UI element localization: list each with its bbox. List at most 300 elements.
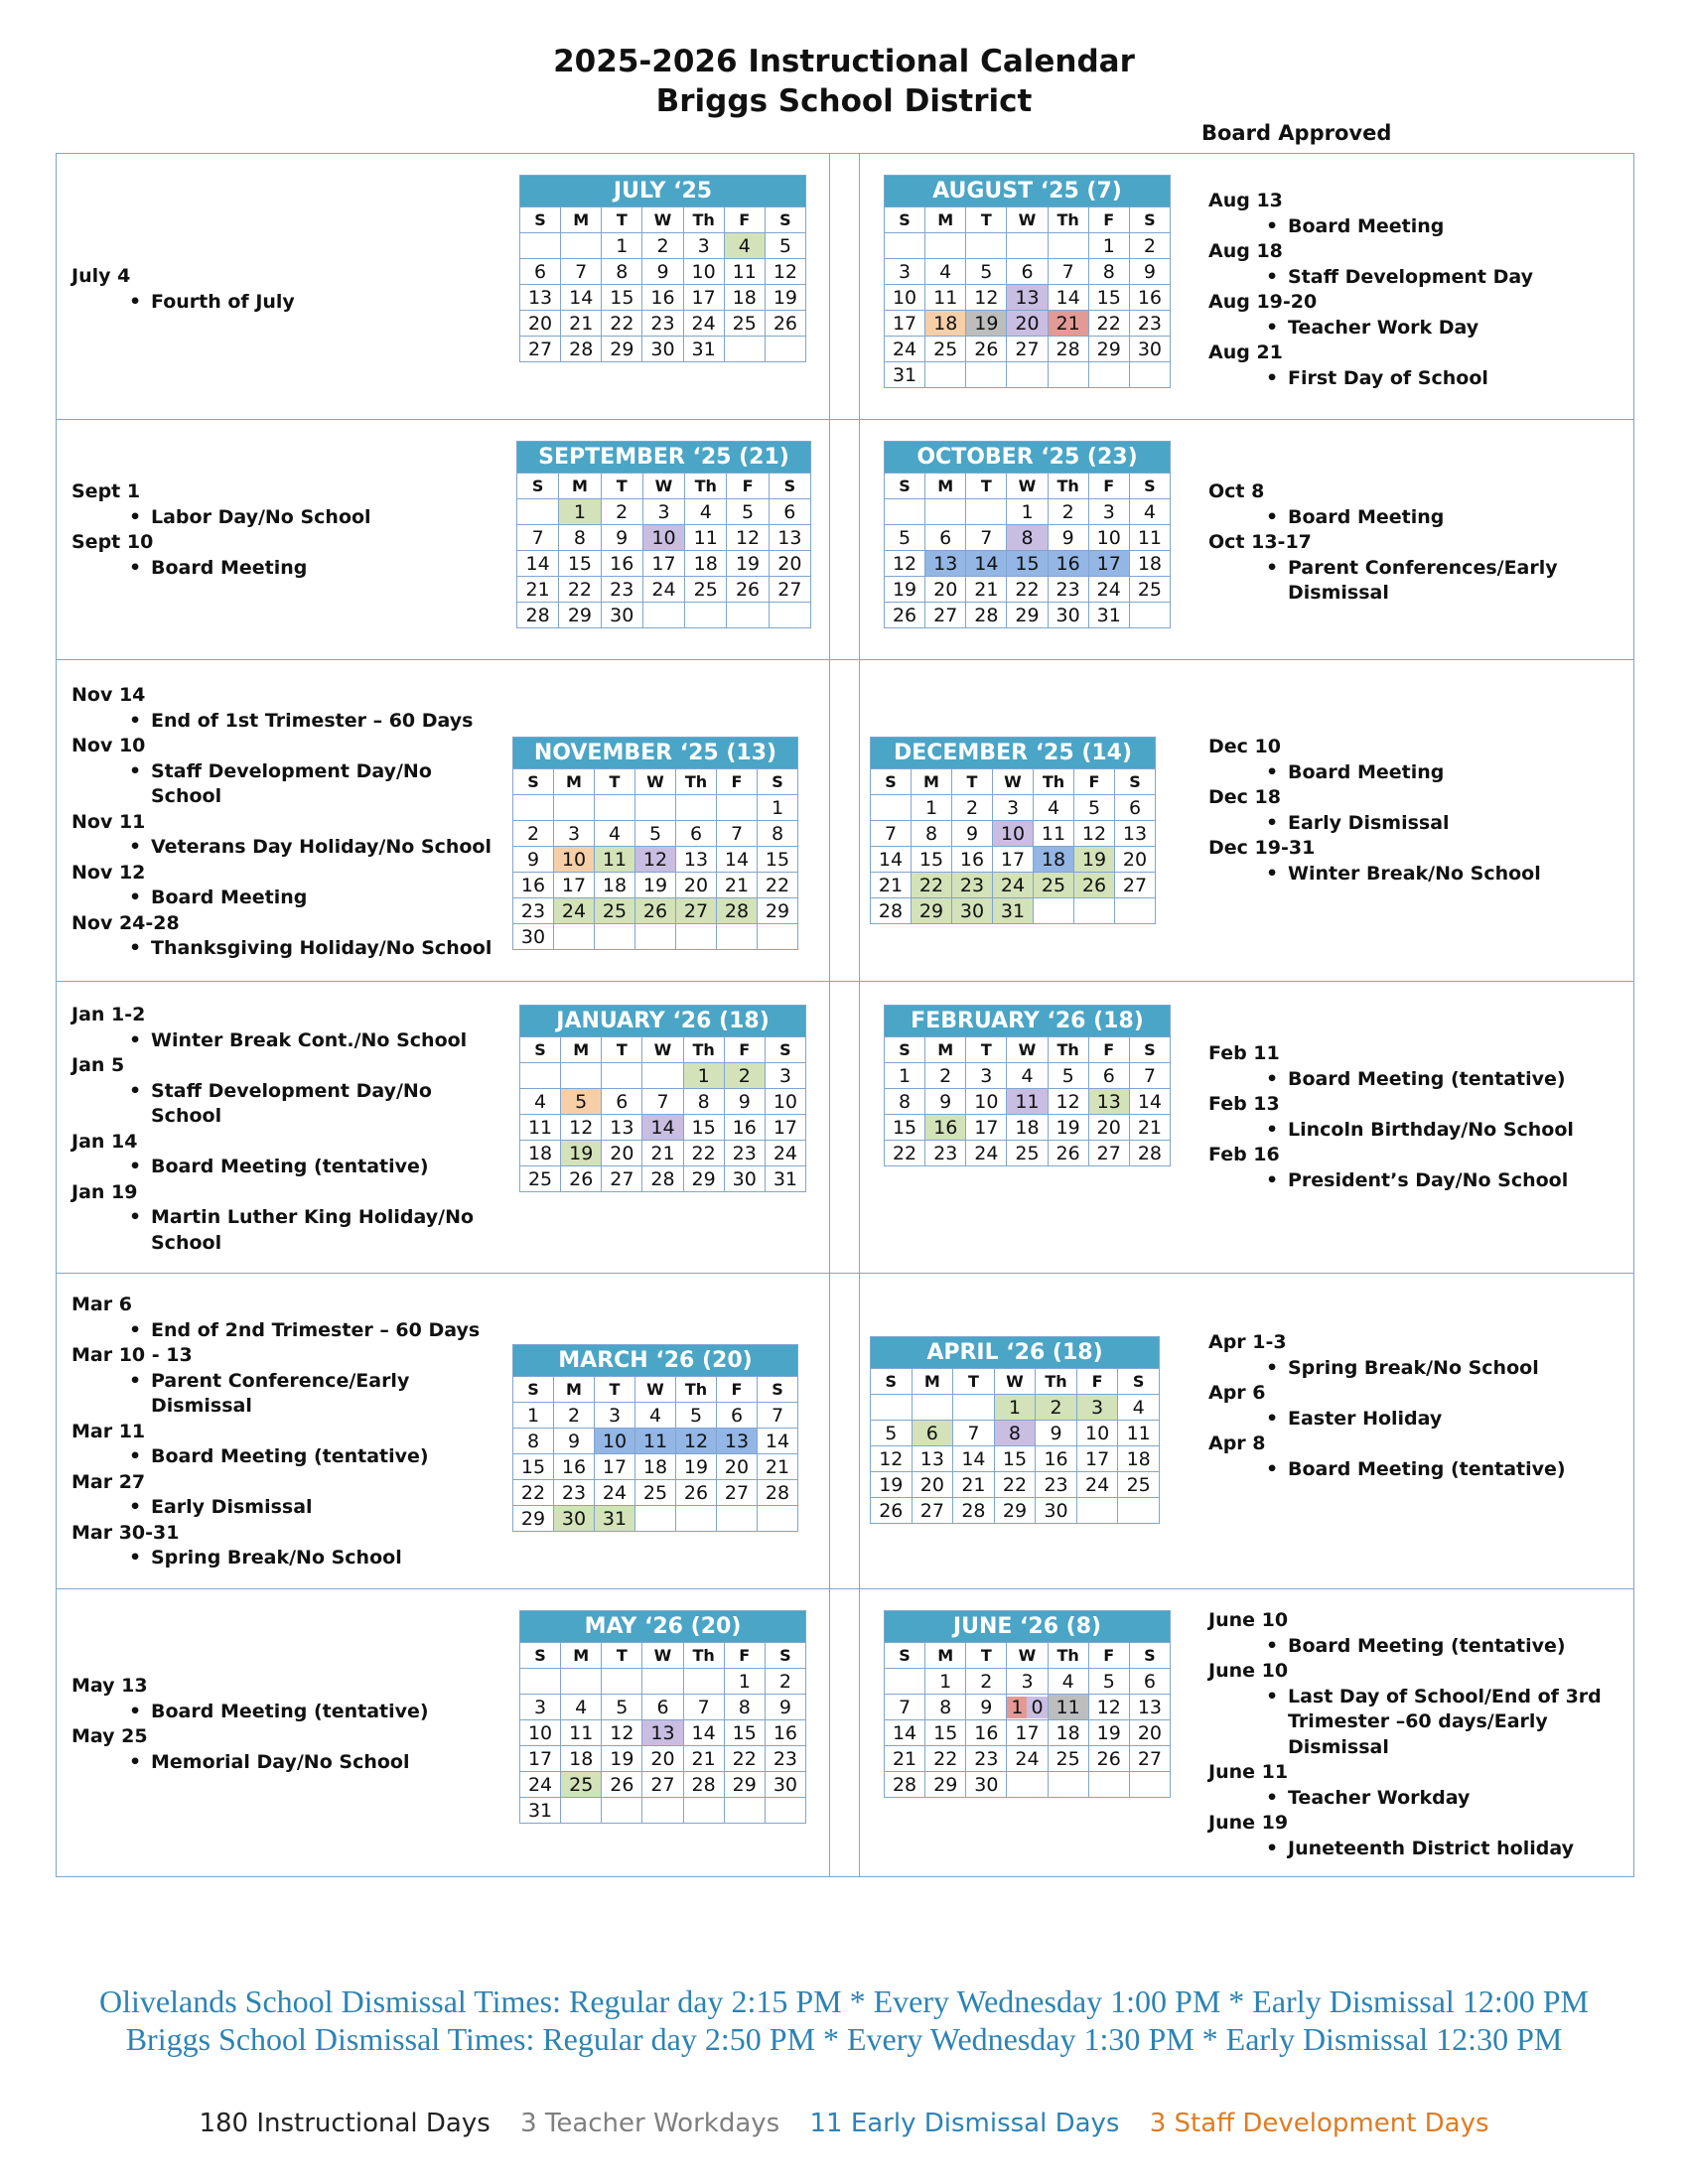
day-cell: 21 bbox=[517, 577, 559, 603]
day-cell: 11 bbox=[1034, 821, 1074, 847]
note-item: • Juneteenth District holiday bbox=[1208, 1837, 1645, 1862]
day-cell: 14 bbox=[871, 847, 912, 873]
note-date: Aug 19-20 bbox=[1208, 291, 1318, 313]
note-date: Jan 14 bbox=[71, 1130, 138, 1153]
day-cell: 4 bbox=[595, 821, 635, 847]
month-header: JULY ‘25 bbox=[520, 176, 806, 207]
day-cell: 9 bbox=[1129, 259, 1170, 285]
note-date: Sept 1 bbox=[71, 480, 141, 502]
day-cell: 23 bbox=[642, 311, 683, 337]
week-row bbox=[520, 311, 806, 337]
day-cell: 26 bbox=[561, 1166, 602, 1192]
note-item: • Memorial Day/No School bbox=[71, 1750, 508, 1776]
empty-cell bbox=[676, 1506, 717, 1532]
empty-cell bbox=[561, 1798, 602, 1824]
weekday-header: M bbox=[561, 207, 602, 233]
day-cell: 14 bbox=[517, 551, 559, 577]
weekday-header: T bbox=[952, 769, 993, 795]
month-header: JANUARY ‘26 (18) bbox=[520, 1006, 806, 1037]
empty-cell bbox=[912, 1395, 953, 1421]
note-date: June 19 bbox=[1208, 1812, 1289, 1834]
note-date: Jan 19 bbox=[71, 1180, 138, 1203]
day-cell: 11 bbox=[595, 847, 635, 873]
day-cell: 17 bbox=[554, 873, 595, 898]
weekday-header: W bbox=[1007, 1643, 1048, 1669]
weekday-header: S bbox=[1115, 769, 1156, 795]
day-cell: 1 bbox=[994, 1395, 1036, 1421]
week-row bbox=[871, 873, 1156, 898]
day-cell: 23 bbox=[554, 1480, 595, 1506]
week-row bbox=[871, 1421, 1160, 1446]
day-cell: 29 bbox=[912, 898, 952, 924]
day-cell: 11 bbox=[1007, 1089, 1048, 1115]
day-cell: 24 bbox=[966, 1141, 1007, 1166]
week-row bbox=[517, 499, 811, 525]
row-divider bbox=[56, 981, 1634, 982]
day-cell: 15 bbox=[1007, 551, 1048, 577]
empty-cell bbox=[595, 795, 635, 821]
empty-cell bbox=[683, 1798, 724, 1824]
day-cell: 18 bbox=[595, 873, 635, 898]
day-cell: 15 bbox=[885, 1115, 925, 1141]
notes-december bbox=[1208, 735, 1645, 887]
empty-cell bbox=[520, 1669, 561, 1695]
day-cell: 28 bbox=[683, 1772, 724, 1798]
weekday-header: S bbox=[520, 1037, 561, 1063]
day-cell: 13 bbox=[717, 1429, 758, 1454]
notes-july bbox=[71, 264, 508, 315]
day-cell: 20 bbox=[912, 1472, 953, 1498]
weekday-header: W bbox=[1007, 207, 1048, 233]
day-cell: 13 bbox=[520, 285, 561, 311]
day-cell: 12 bbox=[885, 551, 925, 577]
week-row bbox=[871, 898, 1156, 924]
empty-cell bbox=[595, 924, 635, 950]
day-cell: 18 bbox=[685, 551, 727, 577]
day-cell: 1 bbox=[1007, 499, 1048, 525]
day-cell: 27 bbox=[1007, 337, 1048, 362]
day-cell: 6 bbox=[912, 1421, 953, 1446]
note-date: Feb 11 bbox=[1208, 1042, 1280, 1064]
day-cell: 29 bbox=[683, 1166, 724, 1192]
day-cell: 16 bbox=[554, 1454, 595, 1480]
day-cell: 10 bbox=[885, 285, 925, 311]
day-cell: 4 bbox=[561, 1695, 602, 1720]
day-cell: 30 bbox=[1129, 337, 1170, 362]
day-cell: 26 bbox=[1088, 1746, 1129, 1772]
day-cell: 5 bbox=[765, 233, 805, 259]
day-cell: 6 bbox=[1088, 1063, 1129, 1089]
day-cell: 31 bbox=[1088, 603, 1129, 628]
week-row bbox=[885, 1141, 1171, 1166]
day-cell: 19 bbox=[561, 1141, 602, 1166]
day-cell: 29 bbox=[602, 337, 642, 362]
note-date: Aug 21 bbox=[1208, 341, 1283, 363]
day-cell: 26 bbox=[676, 1480, 717, 1506]
day-cell: 3 bbox=[765, 1063, 805, 1089]
empty-cell bbox=[635, 924, 676, 950]
month-header: SEPTEMBER ‘25 (21) bbox=[517, 442, 811, 474]
day-cell: 20 bbox=[602, 1141, 642, 1166]
week-row bbox=[885, 1772, 1171, 1798]
note-item: • Winter Break/No School bbox=[1208, 862, 1645, 887]
note-date: Mar 30-31 bbox=[71, 1521, 180, 1544]
weekday-header: S bbox=[758, 769, 798, 795]
empty-cell bbox=[685, 603, 727, 628]
empty-cell bbox=[925, 362, 966, 388]
week-row bbox=[513, 821, 798, 847]
week-row bbox=[517, 551, 811, 577]
note-date: Mar 27 bbox=[71, 1470, 146, 1493]
empty-cell bbox=[642, 603, 684, 628]
day-cell: 25 bbox=[685, 577, 727, 603]
week-row bbox=[885, 233, 1171, 259]
note-item: • Parent Conference/Early Dismissal bbox=[71, 1369, 508, 1420]
day-cell: 11 bbox=[1048, 1695, 1088, 1720]
week-row bbox=[520, 1798, 806, 1824]
day-cell: 21 bbox=[717, 873, 758, 898]
weekday-header: M bbox=[554, 769, 595, 795]
day-cell: 15 bbox=[758, 847, 798, 873]
day-cell: 3 bbox=[993, 795, 1034, 821]
day-cell: 22 bbox=[559, 577, 601, 603]
day-cell: 20 bbox=[1129, 1720, 1170, 1746]
day-cell: 23 bbox=[765, 1746, 805, 1772]
day-cell: 18 bbox=[1007, 1115, 1048, 1141]
day-cell: 12 bbox=[727, 525, 769, 551]
day-cell: 12 bbox=[602, 1720, 642, 1746]
day-cell: 26 bbox=[1048, 1141, 1088, 1166]
day-cell: 26 bbox=[966, 337, 1007, 362]
weekday-header: S bbox=[885, 207, 925, 233]
day-cell: 6 bbox=[717, 1403, 758, 1429]
row-divider bbox=[56, 1273, 1634, 1274]
day-cell: 11 bbox=[724, 259, 765, 285]
day-cell: 30 bbox=[513, 924, 554, 950]
weekday-header: F bbox=[727, 474, 769, 499]
weekday-header: S bbox=[1129, 207, 1170, 233]
day-cell: 30 bbox=[1036, 1498, 1077, 1524]
day-cell: 25 bbox=[520, 1166, 561, 1192]
instructional-days-count: 180 Instructional Days bbox=[199, 2109, 491, 2138]
notes-april bbox=[1208, 1330, 1645, 1482]
board-approved-label: Board Approved bbox=[1201, 121, 1392, 145]
weekday-header: W bbox=[635, 1377, 676, 1403]
day-cell: 20 bbox=[717, 1454, 758, 1480]
note-item: • Board Meeting (tentative) bbox=[1208, 1067, 1645, 1093]
day-cell: 17 bbox=[1088, 551, 1129, 577]
day-cell: 18 bbox=[1034, 847, 1074, 873]
column-divider bbox=[859, 153, 860, 1877]
note-date: Feb 13 bbox=[1208, 1093, 1280, 1115]
note-date: Mar 11 bbox=[71, 1420, 146, 1442]
weekday-header: F bbox=[1088, 207, 1129, 233]
day-cell: 10 bbox=[520, 1720, 561, 1746]
empty-cell bbox=[717, 795, 758, 821]
day-cell: 17 bbox=[993, 847, 1034, 873]
note-date: June 11 bbox=[1208, 1761, 1289, 1783]
day-cell: 23 bbox=[601, 577, 642, 603]
day-cell: 18 bbox=[925, 311, 966, 337]
day-cell: 16 bbox=[925, 1115, 966, 1141]
day-cell: 11 bbox=[1118, 1421, 1160, 1446]
day-cell: 8 bbox=[559, 525, 601, 551]
week-row bbox=[885, 1669, 1171, 1695]
day-cell: 7 bbox=[683, 1695, 724, 1720]
month-december bbox=[870, 737, 1156, 924]
week-row bbox=[513, 795, 798, 821]
day-cell: 24 bbox=[554, 898, 595, 924]
week-row bbox=[885, 311, 1171, 337]
day-cell: 8 bbox=[724, 1695, 765, 1720]
day-cell: 16 bbox=[966, 1720, 1007, 1746]
empty-cell bbox=[1076, 1498, 1118, 1524]
note-date: May 25 bbox=[71, 1725, 148, 1747]
note-date: Dec 18 bbox=[1208, 786, 1281, 808]
note-item: • Thanksgiving Holiday/No School bbox=[71, 936, 508, 962]
day-cell: 8 bbox=[994, 1421, 1036, 1446]
day-cell: 21 bbox=[885, 1746, 925, 1772]
weekday-header: S bbox=[765, 1037, 805, 1063]
day-cell: 29 bbox=[925, 1772, 966, 1798]
day-cell: 28 bbox=[561, 337, 602, 362]
day-cell: 18 bbox=[520, 1141, 561, 1166]
day-cell: 7 bbox=[953, 1421, 995, 1446]
note-item: • Easter Holiday bbox=[1208, 1407, 1645, 1433]
day-cell: 20 bbox=[769, 551, 810, 577]
day-cell: 17 bbox=[885, 311, 925, 337]
day-cell: 19 bbox=[1088, 1720, 1129, 1746]
day-cell: 19 bbox=[727, 551, 769, 577]
day-cell: 15 bbox=[602, 285, 642, 311]
weekday-header: S bbox=[871, 1369, 913, 1395]
note-item: • Martin Luther King Holiday/No School bbox=[71, 1205, 508, 1256]
empty-cell bbox=[642, 1669, 683, 1695]
empty-cell bbox=[717, 924, 758, 950]
day-cell: 18 bbox=[1048, 1720, 1088, 1746]
day-cell: 2 bbox=[1129, 233, 1170, 259]
note-item: • Teacher Workday bbox=[1208, 1786, 1645, 1812]
month-header: DECEMBER ‘25 (14) bbox=[871, 738, 1156, 769]
weekday-header: Th bbox=[1034, 769, 1074, 795]
weekday-header: S bbox=[517, 474, 559, 499]
day-cell: 4 bbox=[520, 1089, 561, 1115]
week-row bbox=[520, 285, 806, 311]
empty-cell bbox=[925, 499, 966, 525]
day-cell: 4 bbox=[925, 259, 966, 285]
empty-cell bbox=[885, 1669, 925, 1695]
day-cell: 18 bbox=[635, 1454, 676, 1480]
day-cell: 7 bbox=[1048, 259, 1088, 285]
day-cell: 6 bbox=[520, 259, 561, 285]
note-item: • President’s Day/No School bbox=[1208, 1168, 1645, 1194]
day-cell: 18 bbox=[724, 285, 765, 311]
weekday-header: F bbox=[724, 1643, 765, 1669]
empty-cell bbox=[1115, 898, 1156, 924]
empty-cell bbox=[520, 1063, 561, 1089]
day-cell: 3 bbox=[885, 259, 925, 285]
day-cell: 5 bbox=[635, 821, 676, 847]
day-cell: 1 bbox=[925, 1669, 966, 1695]
day-cell: 24 bbox=[1088, 577, 1129, 603]
day-cell: 22 bbox=[1007, 577, 1048, 603]
month-november bbox=[512, 737, 798, 950]
day-cell: 26 bbox=[871, 1498, 913, 1524]
day-cell: 12 bbox=[871, 1446, 913, 1472]
month-header: APRIL ‘26 (18) bbox=[871, 1337, 1160, 1369]
day-cell: 10 bbox=[554, 847, 595, 873]
day-cell: 3 bbox=[683, 233, 724, 259]
day-cell: 12 bbox=[676, 1429, 717, 1454]
week-row bbox=[520, 1772, 806, 1798]
weekday-header: S bbox=[513, 769, 554, 795]
week-row bbox=[520, 259, 806, 285]
day-cell: 23 bbox=[1129, 311, 1170, 337]
note-item: • Board Meeting (tentative) bbox=[1208, 1634, 1645, 1660]
day-count-summary bbox=[0, 2109, 1688, 2138]
day-cell: 25 bbox=[1118, 1472, 1160, 1498]
notes-january bbox=[71, 1003, 508, 1256]
notes-march bbox=[71, 1293, 508, 1571]
row-divider bbox=[56, 419, 1634, 420]
day-cell: 27 bbox=[520, 337, 561, 362]
weekday-header: T bbox=[601, 474, 642, 499]
week-row bbox=[885, 285, 1171, 311]
day-cell: 1 bbox=[683, 1063, 724, 1089]
weekday-header: T bbox=[966, 1643, 1007, 1669]
weekday-header: T bbox=[953, 1369, 995, 1395]
day-cell: 4 bbox=[1007, 1063, 1048, 1089]
week-row bbox=[885, 1695, 1171, 1720]
day-cell: 21 bbox=[1129, 1115, 1170, 1141]
day-cell: 19 bbox=[1074, 847, 1115, 873]
weekday-header: Th bbox=[676, 769, 717, 795]
day-cell: 16 bbox=[1036, 1446, 1077, 1472]
day-cell: 12 bbox=[765, 259, 805, 285]
day-cell: 2 bbox=[966, 1669, 1007, 1695]
day-cell: 28 bbox=[1048, 337, 1088, 362]
early-dismissal-days-count: 11 Early Dismissal Days bbox=[809, 2109, 1120, 2138]
empty-cell bbox=[1048, 362, 1088, 388]
day-cell: 24 bbox=[683, 311, 724, 337]
month-august bbox=[884, 175, 1171, 388]
note-item: • Lincoln Birthday/No School bbox=[1208, 1118, 1645, 1144]
day-cell: 22 bbox=[994, 1472, 1036, 1498]
weekday-header: M bbox=[925, 474, 966, 499]
weekday-header: T bbox=[602, 1037, 642, 1063]
column-divider bbox=[829, 153, 830, 1877]
day-cell: 14 bbox=[885, 1720, 925, 1746]
week-row bbox=[520, 1669, 806, 1695]
day-cell: 22 bbox=[758, 873, 798, 898]
day-cell: 30 bbox=[554, 1506, 595, 1532]
empty-cell bbox=[602, 1798, 642, 1824]
month-january bbox=[519, 1005, 806, 1192]
empty-cell bbox=[885, 233, 925, 259]
week-row bbox=[513, 1506, 798, 1532]
notes-february bbox=[1208, 1041, 1645, 1193]
day-cell: 2 bbox=[724, 1063, 765, 1089]
weekday-header: Th bbox=[1048, 1643, 1088, 1669]
day-cell: 25 bbox=[635, 1480, 676, 1506]
note-date: Mar 6 bbox=[71, 1294, 132, 1315]
day-cell: 14 bbox=[717, 847, 758, 873]
weekday-header: W bbox=[993, 769, 1034, 795]
week-row bbox=[885, 1063, 1171, 1089]
day-cell: 28 bbox=[717, 898, 758, 924]
day-cell: 16 bbox=[724, 1115, 765, 1141]
weekday-header: Th bbox=[1048, 474, 1088, 499]
weekday-header: Th bbox=[1048, 207, 1088, 233]
day-cell: 22 bbox=[724, 1746, 765, 1772]
empty-cell bbox=[966, 499, 1007, 525]
day-cell: 27 bbox=[1115, 873, 1156, 898]
note-item: • Teacher Work Day bbox=[1208, 316, 1645, 341]
day-cell: 24 bbox=[885, 337, 925, 362]
day-cell: 14 bbox=[758, 1429, 798, 1454]
day-cell: 13 bbox=[1115, 821, 1156, 847]
day-cell: 3 bbox=[554, 821, 595, 847]
day-cell: 25 bbox=[925, 337, 966, 362]
day-cell: 15 bbox=[1088, 285, 1129, 311]
day-cell: 22 bbox=[602, 311, 642, 337]
day-cell: 16 bbox=[601, 551, 642, 577]
day-cell: 6 bbox=[602, 1089, 642, 1115]
day-cell: 12 bbox=[1088, 1695, 1129, 1720]
empty-cell bbox=[765, 1798, 805, 1824]
empty-cell bbox=[885, 499, 925, 525]
note-date: Oct 13-17 bbox=[1208, 531, 1312, 553]
weekday-header: T bbox=[602, 1643, 642, 1669]
day-cell: 3 bbox=[520, 1695, 561, 1720]
day-cell: 4 bbox=[724, 233, 765, 259]
week-row bbox=[517, 577, 811, 603]
day-cell: 10 bbox=[642, 525, 684, 551]
empty-cell bbox=[1034, 898, 1074, 924]
month-header: MAY ‘26 (20) bbox=[520, 1611, 806, 1643]
weekday-header: S bbox=[885, 474, 925, 499]
weekday-header: Th bbox=[1036, 1369, 1077, 1395]
day-cell: 30 bbox=[1048, 603, 1088, 628]
day-cell: 11 bbox=[1129, 525, 1170, 551]
month-september bbox=[516, 441, 811, 628]
day-cell: 30 bbox=[765, 1772, 805, 1798]
day-cell: 8 bbox=[925, 1695, 966, 1720]
day-cell: 20 bbox=[1007, 311, 1048, 337]
day-cell: 12 bbox=[1048, 1089, 1088, 1115]
note-item: • Board Meeting bbox=[1208, 214, 1645, 240]
day-cell: 30 bbox=[952, 898, 993, 924]
week-row bbox=[871, 1498, 1160, 1524]
day-cell: 9 bbox=[513, 847, 554, 873]
day-cell: 16 bbox=[1048, 551, 1088, 577]
day-cell: 9 bbox=[966, 1695, 1007, 1720]
day-cell: 27 bbox=[602, 1166, 642, 1192]
day-cell: 25 bbox=[1048, 1746, 1088, 1772]
day-cell: 14 bbox=[953, 1446, 995, 1472]
note-item: • Board Meeting bbox=[71, 886, 508, 911]
day-cell: 7 bbox=[642, 1089, 683, 1115]
day-cell: 7 bbox=[885, 1695, 925, 1720]
day-cell: 22 bbox=[513, 1480, 554, 1506]
week-row bbox=[520, 1166, 806, 1192]
day-cell: 17 bbox=[966, 1115, 1007, 1141]
weekday-header: F bbox=[717, 769, 758, 795]
weekday-header: Th bbox=[685, 474, 727, 499]
weekday-header: F bbox=[1076, 1369, 1118, 1395]
day-cell: 3 bbox=[1007, 1669, 1048, 1695]
week-row bbox=[885, 551, 1171, 577]
